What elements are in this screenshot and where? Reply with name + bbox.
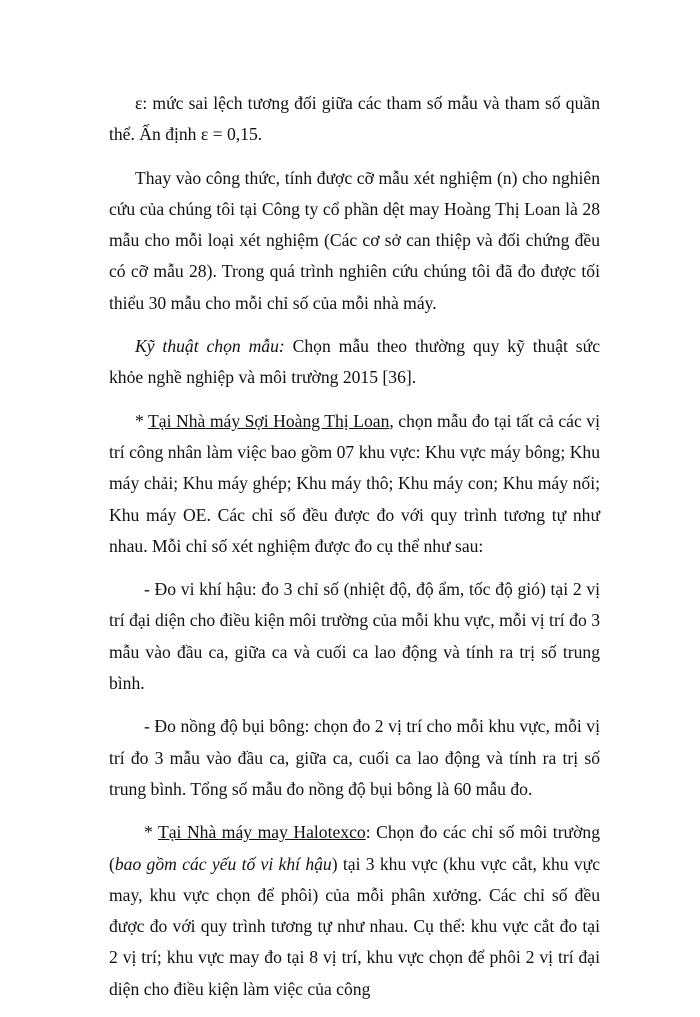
paragraph-text: Chọn mẫu theo thường quy kỹ thuật sức khỏe nghề nghiệp và môi trường 2015 [36]. bbox=[109, 336, 600, 388]
paragraph-sampling-technique bbox=[109, 331, 600, 394]
bullet-prefix: * bbox=[144, 822, 158, 843]
paragraph-hoang-thi-loan-mill bbox=[109, 406, 600, 562]
paragraph-text: - Đo vi khí hậu: đo 3 chỉ số (nhiệt độ, độ ẩm, tốc độ gió) tại 2 vị trí đại diện cho điều kiện môi trường của mỗi khu vực, mỗi vị trí đo 3 mẫu vào đầu ca, giữa ca và cuối ca lao động và tính ra trị số trung bình. bbox=[109, 579, 600, 694]
paragraph-sample-size bbox=[109, 163, 600, 319]
paragraph-text: , chọn mẫu đo tại tất cả các vị trí công nhân làm việc bao gồm 07 khu vực: Khu vực máy bông; Khu máy chải; Khu máy ghép; Khu máy thô; Khu máy con; Khu máy nối; Khu máy OE. Các chỉ số đều được đo với quy trình tương tự như nhau. Mỗi chỉ số xét nghiệm được đo cụ thể như sau: bbox=[109, 410, 600, 556]
paragraph-text: : Chọn đo các chỉ số môi trường ( bbox=[109, 822, 600, 874]
paragraph-cotton-dust bbox=[109, 711, 600, 805]
bullet-prefix: * bbox=[135, 410, 149, 431]
paragraph-epsilon-definition bbox=[109, 88, 600, 151]
paragraph-text: ε: mức sai lệch tương đối giữa các tham số mẫu và tham số quần thể. Ấn định ε = 0,15. bbox=[109, 93, 600, 145]
paragraph-text: - Đo nồng độ bụi bông: chọn đo 2 vị trí cho mỗi khu vực, mỗi vị trí đo 3 mẫu vào đầu ca, giữa ca, cuối ca lao động và tính ra trị số trung bình. Tổng số mẫu đo nồng độ bụi bông là 60 mẫu đo. bbox=[109, 716, 600, 799]
paragraph-text: Thay vào công thức, tính được cỡ mẫu xét nghiệm (n) cho nghiên cứu của chúng tôi tại Công ty cổ phần dệt may Hoàng Thị Loan là 28 mẫu cho mỗi loại xét nghiệm (Các cơ sở can thiệp và đối chứng đều có cỡ mẫu 28). Trong quá trình nghiên cứu chúng tôi đã đo được tối thiểu 30 mẫu cho mỗi chỉ số của mỗi nhà máy. bbox=[109, 167, 600, 313]
paragraph-text: ) tại 3 khu vực (khu vực cắt, khu vực may, khu vực chọn để phôi) của mỗi phân xưởng. Các chỉ số đều được đo với quy trình tương tự như nhau. Cụ thể: khu vực cắt đo tại 2 vị trí; khu vực may đo tại 8 vị trí, khu vực chọn để phôi 2 vị trí đại diện cho điều kiện làm việc của công bbox=[109, 853, 601, 999]
italic-note: bao gồm các yếu tố vi khí hậu bbox=[114, 853, 332, 874]
mill-name-label: Tại Nhà máy may Halotexco bbox=[158, 822, 366, 843]
document-page bbox=[109, 88, 600, 1017]
sampling-technique-label: Kỹ thuật chọn mẫu: bbox=[135, 336, 285, 357]
paragraph-halotexco-mill bbox=[109, 817, 600, 1005]
mill-name-label: Tại Nhà máy Sợi Hoàng Thị Loan bbox=[148, 410, 390, 431]
paragraph-microclimate bbox=[109, 574, 600, 699]
